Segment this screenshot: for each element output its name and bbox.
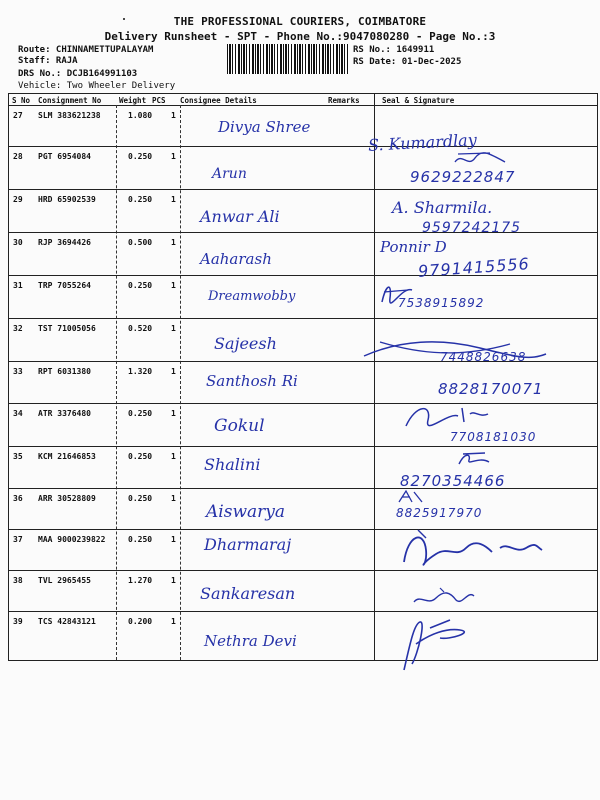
row-consignment: TVL 2965455 xyxy=(38,576,91,585)
svg-text:Ponnir D: Ponnir D xyxy=(380,238,447,256)
signature-32 xyxy=(360,336,550,368)
row-sno: 34 xyxy=(13,409,23,418)
row-weight: 0.250 xyxy=(128,152,153,161)
hw-phone-34: 7708181030 xyxy=(450,430,537,444)
row-sno: 37 xyxy=(13,535,23,544)
row-separator xyxy=(8,403,598,404)
company-title: THE PROFESSIONAL COURIERS, COIMBATORE xyxy=(173,15,427,28)
row-weight: 0.250 xyxy=(128,195,153,204)
row-consignment: HRD 65902539 xyxy=(38,195,96,204)
runsheet-subtitle: Delivery Runsheet - SPT - Phone No.:9047080280 - Page No.:3 xyxy=(104,30,496,43)
row-pcs: 1 xyxy=(171,152,176,161)
row-weight: 0.500 xyxy=(128,238,153,247)
row-pcs: 1 xyxy=(171,111,176,120)
row-weight: 1.270 xyxy=(128,576,153,585)
hw-name-34: Gokul xyxy=(214,416,265,436)
row-weight: 1.320 xyxy=(128,367,153,376)
hw-seal-27: S. Kumardlay xyxy=(367,130,478,155)
col-remarks: Remarks xyxy=(328,96,360,105)
row-weight: 0.250 xyxy=(128,409,153,418)
row-weight: 0.520 xyxy=(128,324,153,333)
row-sno: 30 xyxy=(13,238,23,247)
row-pcs: 1 xyxy=(171,494,176,503)
row-consignment: TCS 42843121 xyxy=(38,617,96,626)
hw-name-32: Sajeesh xyxy=(214,334,277,353)
row-pcs: 1 xyxy=(171,238,176,247)
seal-divider xyxy=(374,93,375,660)
signature-37 xyxy=(396,528,546,572)
left-border xyxy=(8,93,9,660)
hw-name-31: Dreamwobby xyxy=(208,289,296,304)
row-sno: 38 xyxy=(13,576,23,585)
row-sno: 28 xyxy=(13,152,23,161)
row-separator xyxy=(8,189,598,190)
hw-phone-29: 9597242175 xyxy=(422,220,522,236)
hw-phone-28: 9629222847 xyxy=(410,168,516,186)
right-border xyxy=(597,93,598,660)
hw-name-28: Arun xyxy=(212,166,247,182)
row-pcs: 1 xyxy=(171,617,176,626)
drs-number: DRS No.: DCJB164991103 xyxy=(18,69,138,79)
row-separator xyxy=(8,275,598,276)
col-weight: Weight xyxy=(119,96,147,105)
row-separator xyxy=(8,446,598,447)
row-consignment: PGT 6954084 xyxy=(38,152,91,161)
hw-name-39: Nethra Devi xyxy=(204,632,297,650)
hw-phone-30: 9791415556 xyxy=(417,254,531,281)
row-pcs: 1 xyxy=(171,324,176,333)
hw-phone-36: 8825917970 xyxy=(396,506,483,520)
row-weight: 0.250 xyxy=(128,281,153,290)
hw-name-38: Sankaresan xyxy=(200,584,296,603)
row-sno: 31 xyxy=(13,281,23,290)
row-consignment: ARR 30528809 xyxy=(38,494,96,503)
row-sno: 29 xyxy=(13,195,23,204)
signature-36 xyxy=(396,488,426,506)
row-separator xyxy=(8,318,598,319)
hw-phone-33: 8828170071 xyxy=(438,380,544,398)
row-consignment: RPT 6031380 xyxy=(38,367,91,376)
hw-phone-32: 7448826638 xyxy=(440,350,527,364)
row-pcs: 1 xyxy=(171,535,176,544)
hw-name-27: Divya Shree xyxy=(218,118,311,136)
row-weight: 1.080 xyxy=(128,111,153,120)
rs-number: RS No.: 1649911 xyxy=(353,45,435,55)
signature-35 xyxy=(455,450,495,470)
signature-28 xyxy=(450,150,510,170)
row-sno: 35 xyxy=(13,452,23,461)
col-consignee: Consignee Details xyxy=(180,96,257,105)
row-separator xyxy=(8,146,598,147)
row-sno: 39 xyxy=(13,617,23,626)
header-top-rule xyxy=(8,93,598,94)
signature-31 xyxy=(378,280,418,306)
col-consignment: Consignment No xyxy=(38,96,102,105)
row-pcs: 1 xyxy=(171,281,176,290)
rs-date: RS Date: 01-Dec-2025 xyxy=(353,57,462,67)
signature-38 xyxy=(410,584,480,610)
staff-label: Staff: RAJA xyxy=(18,56,78,66)
vehicle-label: Vehicle: Two Wheeler Delivery xyxy=(18,81,176,91)
row-consignment: ATR 3376480 xyxy=(38,409,91,418)
row-consignment: SLM 383621238 xyxy=(38,111,101,120)
row-consignment: TRP 7055264 xyxy=(38,281,91,290)
row-pcs: 1 xyxy=(171,195,176,204)
row-consignment: TST 71005056 xyxy=(38,324,96,333)
row-weight: 0.250 xyxy=(128,494,153,503)
row-separator xyxy=(8,488,598,489)
hw-seal-29: A. Sharmila. xyxy=(392,198,493,217)
signature-39 xyxy=(390,614,480,674)
row-pcs: 1 xyxy=(171,409,176,418)
col-seal: Seal & Signature xyxy=(382,96,455,105)
hw-name-37: Dharmaraj xyxy=(204,535,292,554)
hw-phone-35: 8270354466 xyxy=(400,472,506,490)
hw-name-29: Anwar Ali xyxy=(200,207,280,226)
hw-name-33: Santhosh Ri xyxy=(206,372,298,390)
row-sno: 27 xyxy=(13,111,23,120)
header-bottom-rule xyxy=(8,105,598,106)
hw-name-35: Shalini xyxy=(204,455,261,474)
row-consignment: MAA 9000239822 xyxy=(38,535,106,544)
signature-30 xyxy=(378,236,488,258)
col-pcs: PCS xyxy=(152,96,166,105)
hw-phone-31: 7538915892 xyxy=(398,296,485,310)
row-separator xyxy=(8,660,598,661)
col-sno: S No xyxy=(12,96,31,105)
row-weight: 0.200 xyxy=(128,617,153,626)
row-separator xyxy=(8,611,598,612)
route-label: Route: CHINNAMETTUPALAYAM xyxy=(18,45,154,55)
row-consignment: RJP 3694426 xyxy=(38,238,91,247)
row-weight: 0.250 xyxy=(128,535,153,544)
barcode xyxy=(227,44,349,74)
row-pcs: 1 xyxy=(171,452,176,461)
row-sno: 33 xyxy=(13,367,23,376)
row-pcs: 1 xyxy=(171,576,176,585)
row-sno: 36 xyxy=(13,494,23,503)
signature-34 xyxy=(402,402,492,432)
hw-name-30: Aaharash xyxy=(200,250,272,268)
row-consignment: KCM 21646853 xyxy=(38,452,96,461)
row-sno: 32 xyxy=(13,324,23,333)
row-pcs: 1 xyxy=(171,367,176,376)
row-weight: 0.250 xyxy=(128,452,153,461)
hw-name-36: Aiswarya xyxy=(206,502,285,522)
